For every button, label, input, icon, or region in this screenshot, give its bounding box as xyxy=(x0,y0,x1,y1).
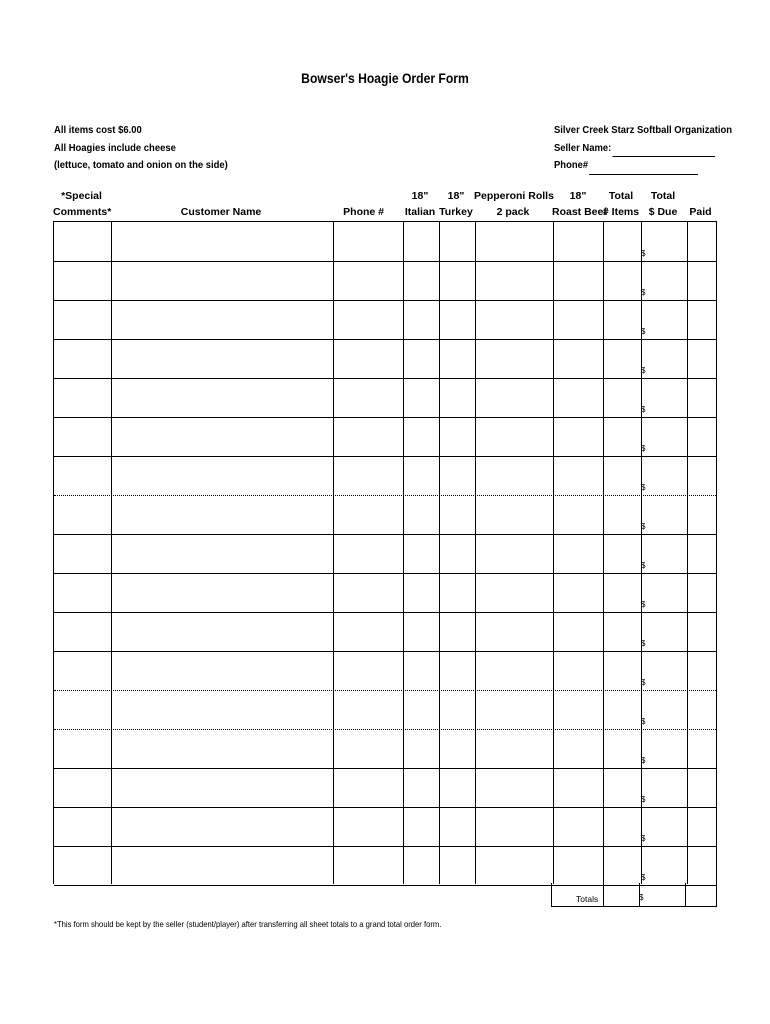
seller-phone-field[interactable] xyxy=(554,157,732,175)
order-row[interactable] xyxy=(54,495,716,535)
order-row[interactable] xyxy=(54,261,716,301)
seller-info xyxy=(554,122,732,175)
due-dollar-sign: $ xyxy=(641,834,646,843)
header-roast-beef: 18" Roast Beef xyxy=(552,190,607,218)
header-paid: Paid xyxy=(689,206,712,218)
order-row[interactable] xyxy=(54,300,716,340)
due-dollar-sign: $ xyxy=(641,756,646,765)
column-headers xyxy=(0,186,770,220)
header-total-due: Total $ Due xyxy=(648,190,678,218)
due-dollar-sign: $ xyxy=(641,795,646,804)
order-row[interactable] xyxy=(54,651,716,691)
order-row[interactable] xyxy=(54,768,716,808)
seller-name-line[interactable] xyxy=(612,144,715,157)
header-phone: Phone # xyxy=(343,206,384,218)
due-dollar-sign: $ xyxy=(641,327,646,336)
due-dollar-sign: $ xyxy=(641,249,646,258)
due-dollar-sign: $ xyxy=(641,873,646,882)
info-line: All items cost $6.00 xyxy=(54,124,142,136)
order-row[interactable] xyxy=(54,339,716,379)
order-row[interactable] xyxy=(54,690,716,730)
header-pepperoni-rolls: Pepperoni Rolls 2 pack xyxy=(474,190,554,218)
order-row[interactable] xyxy=(54,417,716,457)
due-dollar-sign: $ xyxy=(641,600,646,609)
due-dollar-sign: $ xyxy=(641,483,646,492)
order-row[interactable] xyxy=(54,729,716,769)
due-dollar-sign: $ xyxy=(641,561,646,570)
info-line: (lettuce, tomato and onion on the side) xyxy=(54,159,228,171)
header-turkey: 18" Turkey xyxy=(439,190,473,218)
totals-label: Totals xyxy=(576,894,599,904)
page-title: Bowser's Hoagie Order Form xyxy=(301,71,469,86)
seller-name-field[interactable] xyxy=(554,140,732,158)
footnote: *This form should be kept by the seller (student/player) after transferring all sheet totals to a grand total order form. xyxy=(54,919,442,929)
header-total-items: Total # Items xyxy=(602,190,640,218)
due-dollar-sign: $ xyxy=(641,717,646,726)
pricing-info xyxy=(54,122,228,175)
order-row[interactable] xyxy=(54,378,716,418)
due-dollar-sign: $ xyxy=(641,444,646,453)
order-row[interactable] xyxy=(54,222,716,262)
due-dollar-sign: $ xyxy=(641,366,646,375)
due-dollar-sign: $ xyxy=(641,678,646,687)
header-customer-name: Customer Name xyxy=(180,206,262,218)
organization-name: Silver Creek Starz Softball Organization xyxy=(554,124,733,136)
header-special-comments: *Special Comments* xyxy=(53,190,112,218)
order-row[interactable] xyxy=(54,573,716,613)
header-italian: 18" Italian xyxy=(404,190,436,218)
due-dollar-sign: $ xyxy=(641,522,646,531)
seller-name-label: Seller Name: xyxy=(554,141,612,154)
order-row[interactable] xyxy=(54,456,716,496)
order-table xyxy=(53,221,717,884)
totals-dollar-sign: $ xyxy=(639,893,644,902)
order-row[interactable] xyxy=(54,807,716,847)
order-row[interactable] xyxy=(54,612,716,652)
seller-phone-line[interactable] xyxy=(589,162,698,175)
order-row[interactable] xyxy=(54,846,716,886)
due-dollar-sign: $ xyxy=(641,288,646,297)
seller-phone-label: Phone# xyxy=(554,159,589,171)
order-row[interactable] xyxy=(54,534,716,574)
info-line: All Hoagies include cheese xyxy=(54,141,176,154)
due-dollar-sign: $ xyxy=(641,639,646,648)
due-dollar-sign: $ xyxy=(641,405,646,414)
